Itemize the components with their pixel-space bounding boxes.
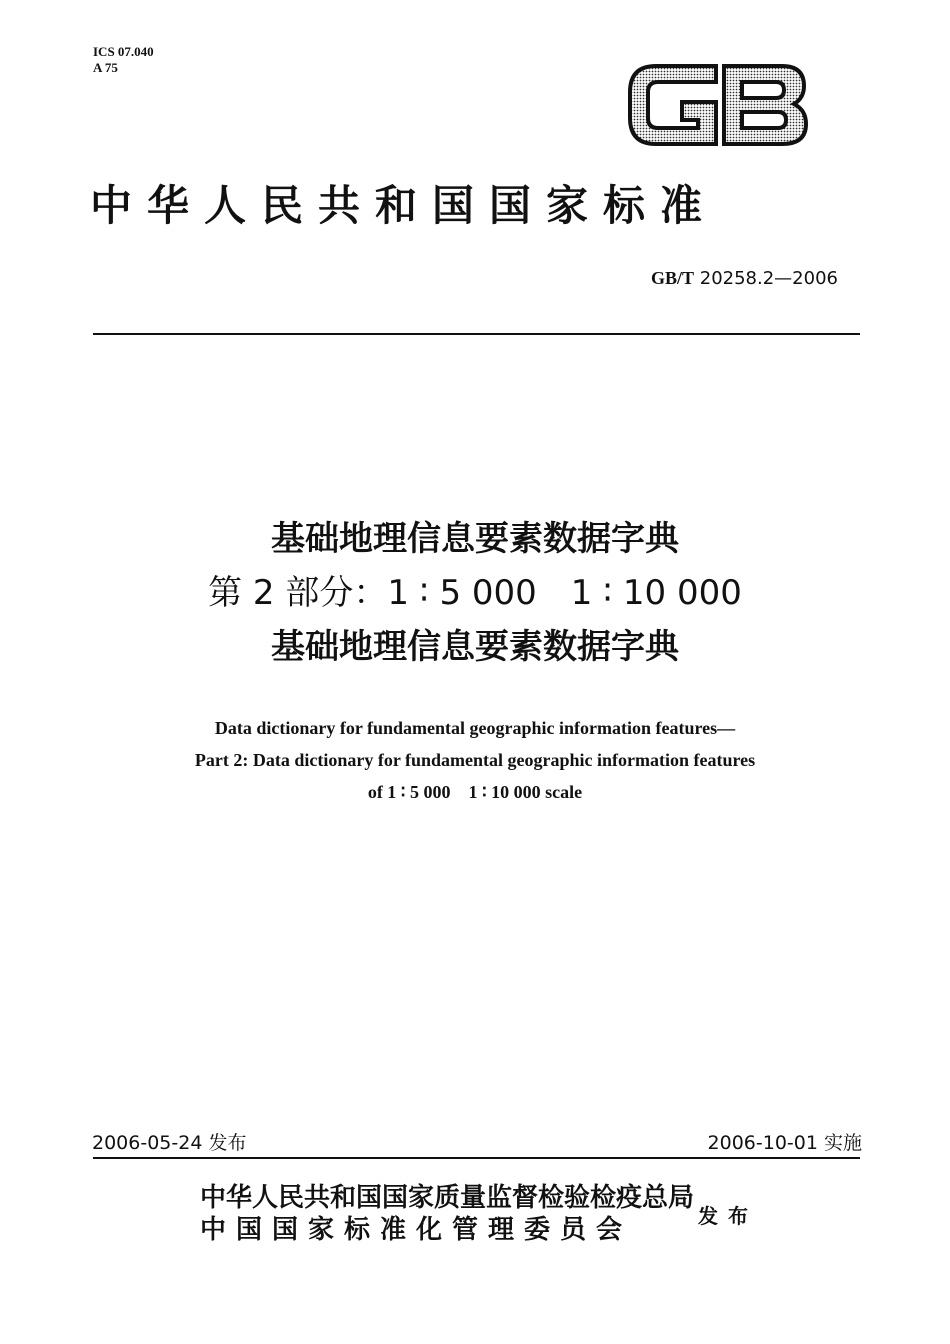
publisher-aqsiq: 中华人民共和国国家质量监督检验检疫总局 [200,1183,695,1213]
en-title-line-1: Data dictionary for fundamental geographic information features— [214,718,736,738]
header-divider [93,333,860,335]
footer-divider [93,1157,860,1159]
issue-label: 发布 [698,1204,758,1228]
publishers [200,1182,694,1246]
ccs-code: A 75 [93,60,118,75]
gb-logo-icon [624,58,810,150]
national-standard-title: 中华人民共和国国家标准 [90,181,718,230]
publish-date: 2006-05-24 发布 [92,1132,247,1154]
english-title [0,712,950,808]
cn-title-line-1: 基础地理信息要素数据字典 [271,519,679,559]
publisher-sac: 中国国家标准化管理委员会 [200,1215,633,1245]
ics-code: ICS 07.040 [93,44,154,59]
cn-title-line-3: 基础地理信息要素数据字典 [271,627,679,667]
standard-prefix: GB/T [651,268,695,288]
implement-date: 2006-10-01 实施 [707,1132,862,1154]
en-title-line-3: of 1 ∶ 5 000 1 ∶ 10 000 scale [367,782,583,802]
standard-code: 20258.2—2006 [699,268,838,289]
cn-title-line-2: 第 2 部分：1 ∶ 5 000 1 ∶ 10 000 [208,573,742,613]
classification-codes [93,44,154,76]
standard-number [651,268,838,289]
chinese-title [0,512,950,674]
en-title-line-2: Part 2: Data dictionary for fundamental geographic information features [194,750,756,770]
gb-logo [624,58,810,150]
